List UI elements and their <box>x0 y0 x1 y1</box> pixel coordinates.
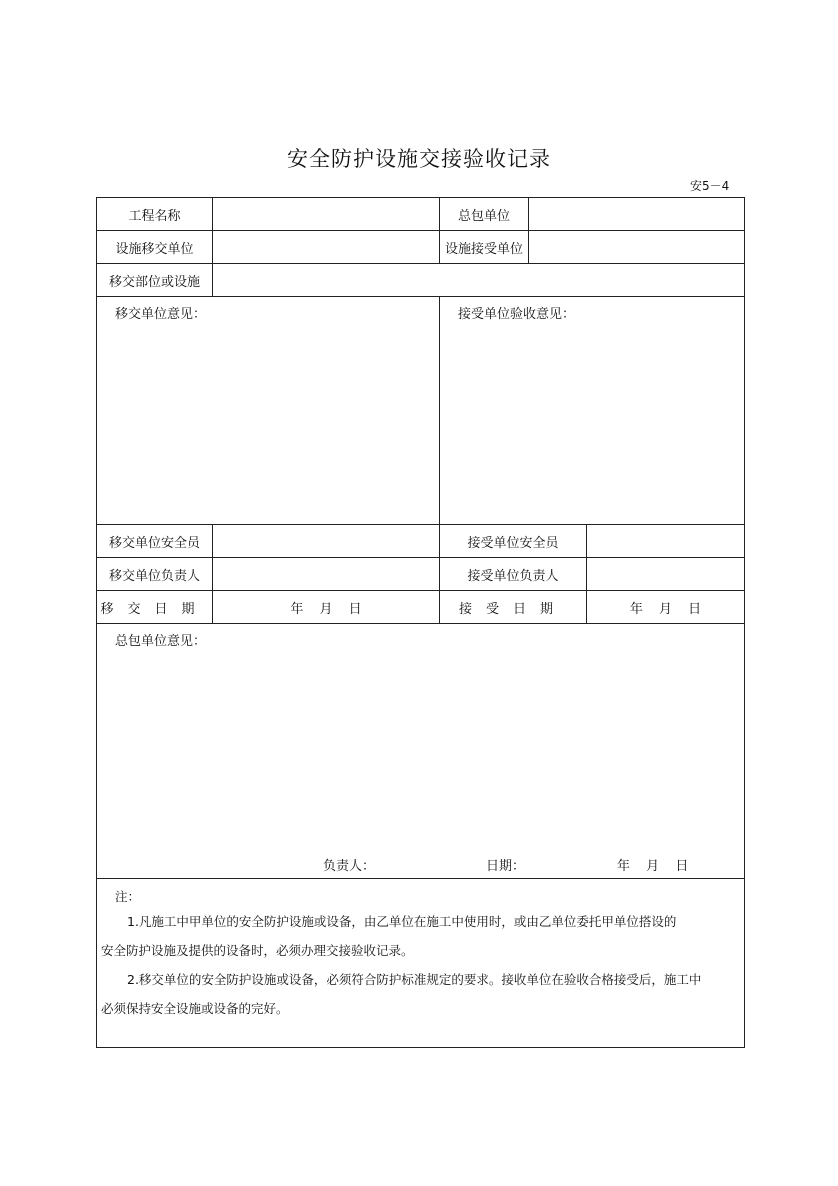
transfer-unit-label: 设施移交单位 <box>97 231 213 264</box>
transfer-opinion-area[interactable] <box>97 297 440 525</box>
general-contractor-label: 总包单位 <box>440 198 529 231</box>
month-unit: 月 <box>658 601 672 617</box>
row-notes <box>97 879 745 1048</box>
note-2-line-2: 必须保持安全设施或设备的完好。 <box>101 1001 289 1016</box>
transfer-head-field[interactable] <box>213 558 440 591</box>
general-date-units <box>617 855 700 874</box>
receive-opinion-label: 接受单位验收意见： <box>458 307 576 322</box>
row-heads <box>97 558 745 591</box>
receive-head-label: 接受单位负责人 <box>440 558 587 591</box>
general-opinion-label: 总包单位意见： <box>115 634 207 649</box>
receive-date-label: 接受日期 <box>440 591 587 624</box>
part-field[interactable] <box>213 264 745 297</box>
day-unit: 日 <box>348 601 362 617</box>
receive-head-field[interactable] <box>587 558 745 591</box>
transfer-head-label: 移交单位负责人 <box>97 558 213 591</box>
day-unit: 日 <box>688 601 702 617</box>
notes-label: 注： <box>115 889 141 904</box>
year-unit: 年 <box>290 601 304 617</box>
receiving-unit-field[interactable] <box>529 231 745 264</box>
row-general-opinion <box>97 624 745 879</box>
row-part <box>97 264 745 297</box>
row-dates <box>97 591 745 624</box>
notes-area <box>97 879 745 1048</box>
page-title: 安全防护设施交接验收记录 <box>287 147 551 171</box>
receive-opinion-area[interactable] <box>440 297 745 525</box>
transfer-opinion-label: 移交单位意见： <box>115 307 207 322</box>
general-opinion-area[interactable] <box>97 624 745 879</box>
year-unit: 年 <box>629 601 643 617</box>
month-unit: 月 <box>319 601 333 617</box>
row-project <box>97 198 745 231</box>
receiving-unit-label: 设施接受单位 <box>440 231 529 264</box>
row-opinions <box>97 297 745 525</box>
note-1-line-2: 安全防护设施及提供的设备时，必须办理交接验收记录。 <box>101 943 414 958</box>
general-date-label: 日期： <box>486 859 526 874</box>
transfer-date-label: 移交日期 <box>97 591 213 624</box>
row-safety-officers <box>97 525 745 558</box>
receive-date-field[interactable] <box>587 591 745 624</box>
year-unit: 年 <box>617 859 631 874</box>
receive-safety-label: 接受单位安全员 <box>440 525 587 558</box>
note-2-line-1: 2.移交单位的安全防护设施或设备，必须符合防护标准规定的要求。接收单位在验收合格接受后，施工中 <box>127 972 702 987</box>
row-units <box>97 231 745 264</box>
note-1-line-1: 1.凡施工中甲单位的安全防护设施或设备，由乙单位在施工中使用时，或由乙单位委托甲单位搭设的 <box>127 914 677 929</box>
part-label: 移交部位或设施 <box>97 264 213 297</box>
transfer-unit-field[interactable] <box>213 231 440 264</box>
month-unit: 月 <box>646 859 660 874</box>
general-responsible-label: 负责人： <box>323 859 376 874</box>
general-contractor-field[interactable] <box>529 198 745 231</box>
day-unit: 日 <box>675 859 689 874</box>
form-code: 安5－4 <box>690 179 730 193</box>
receive-safety-field[interactable] <box>587 525 745 558</box>
transfer-safety-label: 移交单位安全员 <box>97 525 213 558</box>
handover-form-table <box>96 197 745 1048</box>
project-name-field[interactable] <box>213 198 440 231</box>
transfer-date-field[interactable] <box>213 591 440 624</box>
project-name-label: 工程名称 <box>97 198 213 231</box>
transfer-safety-field[interactable] <box>213 525 440 558</box>
